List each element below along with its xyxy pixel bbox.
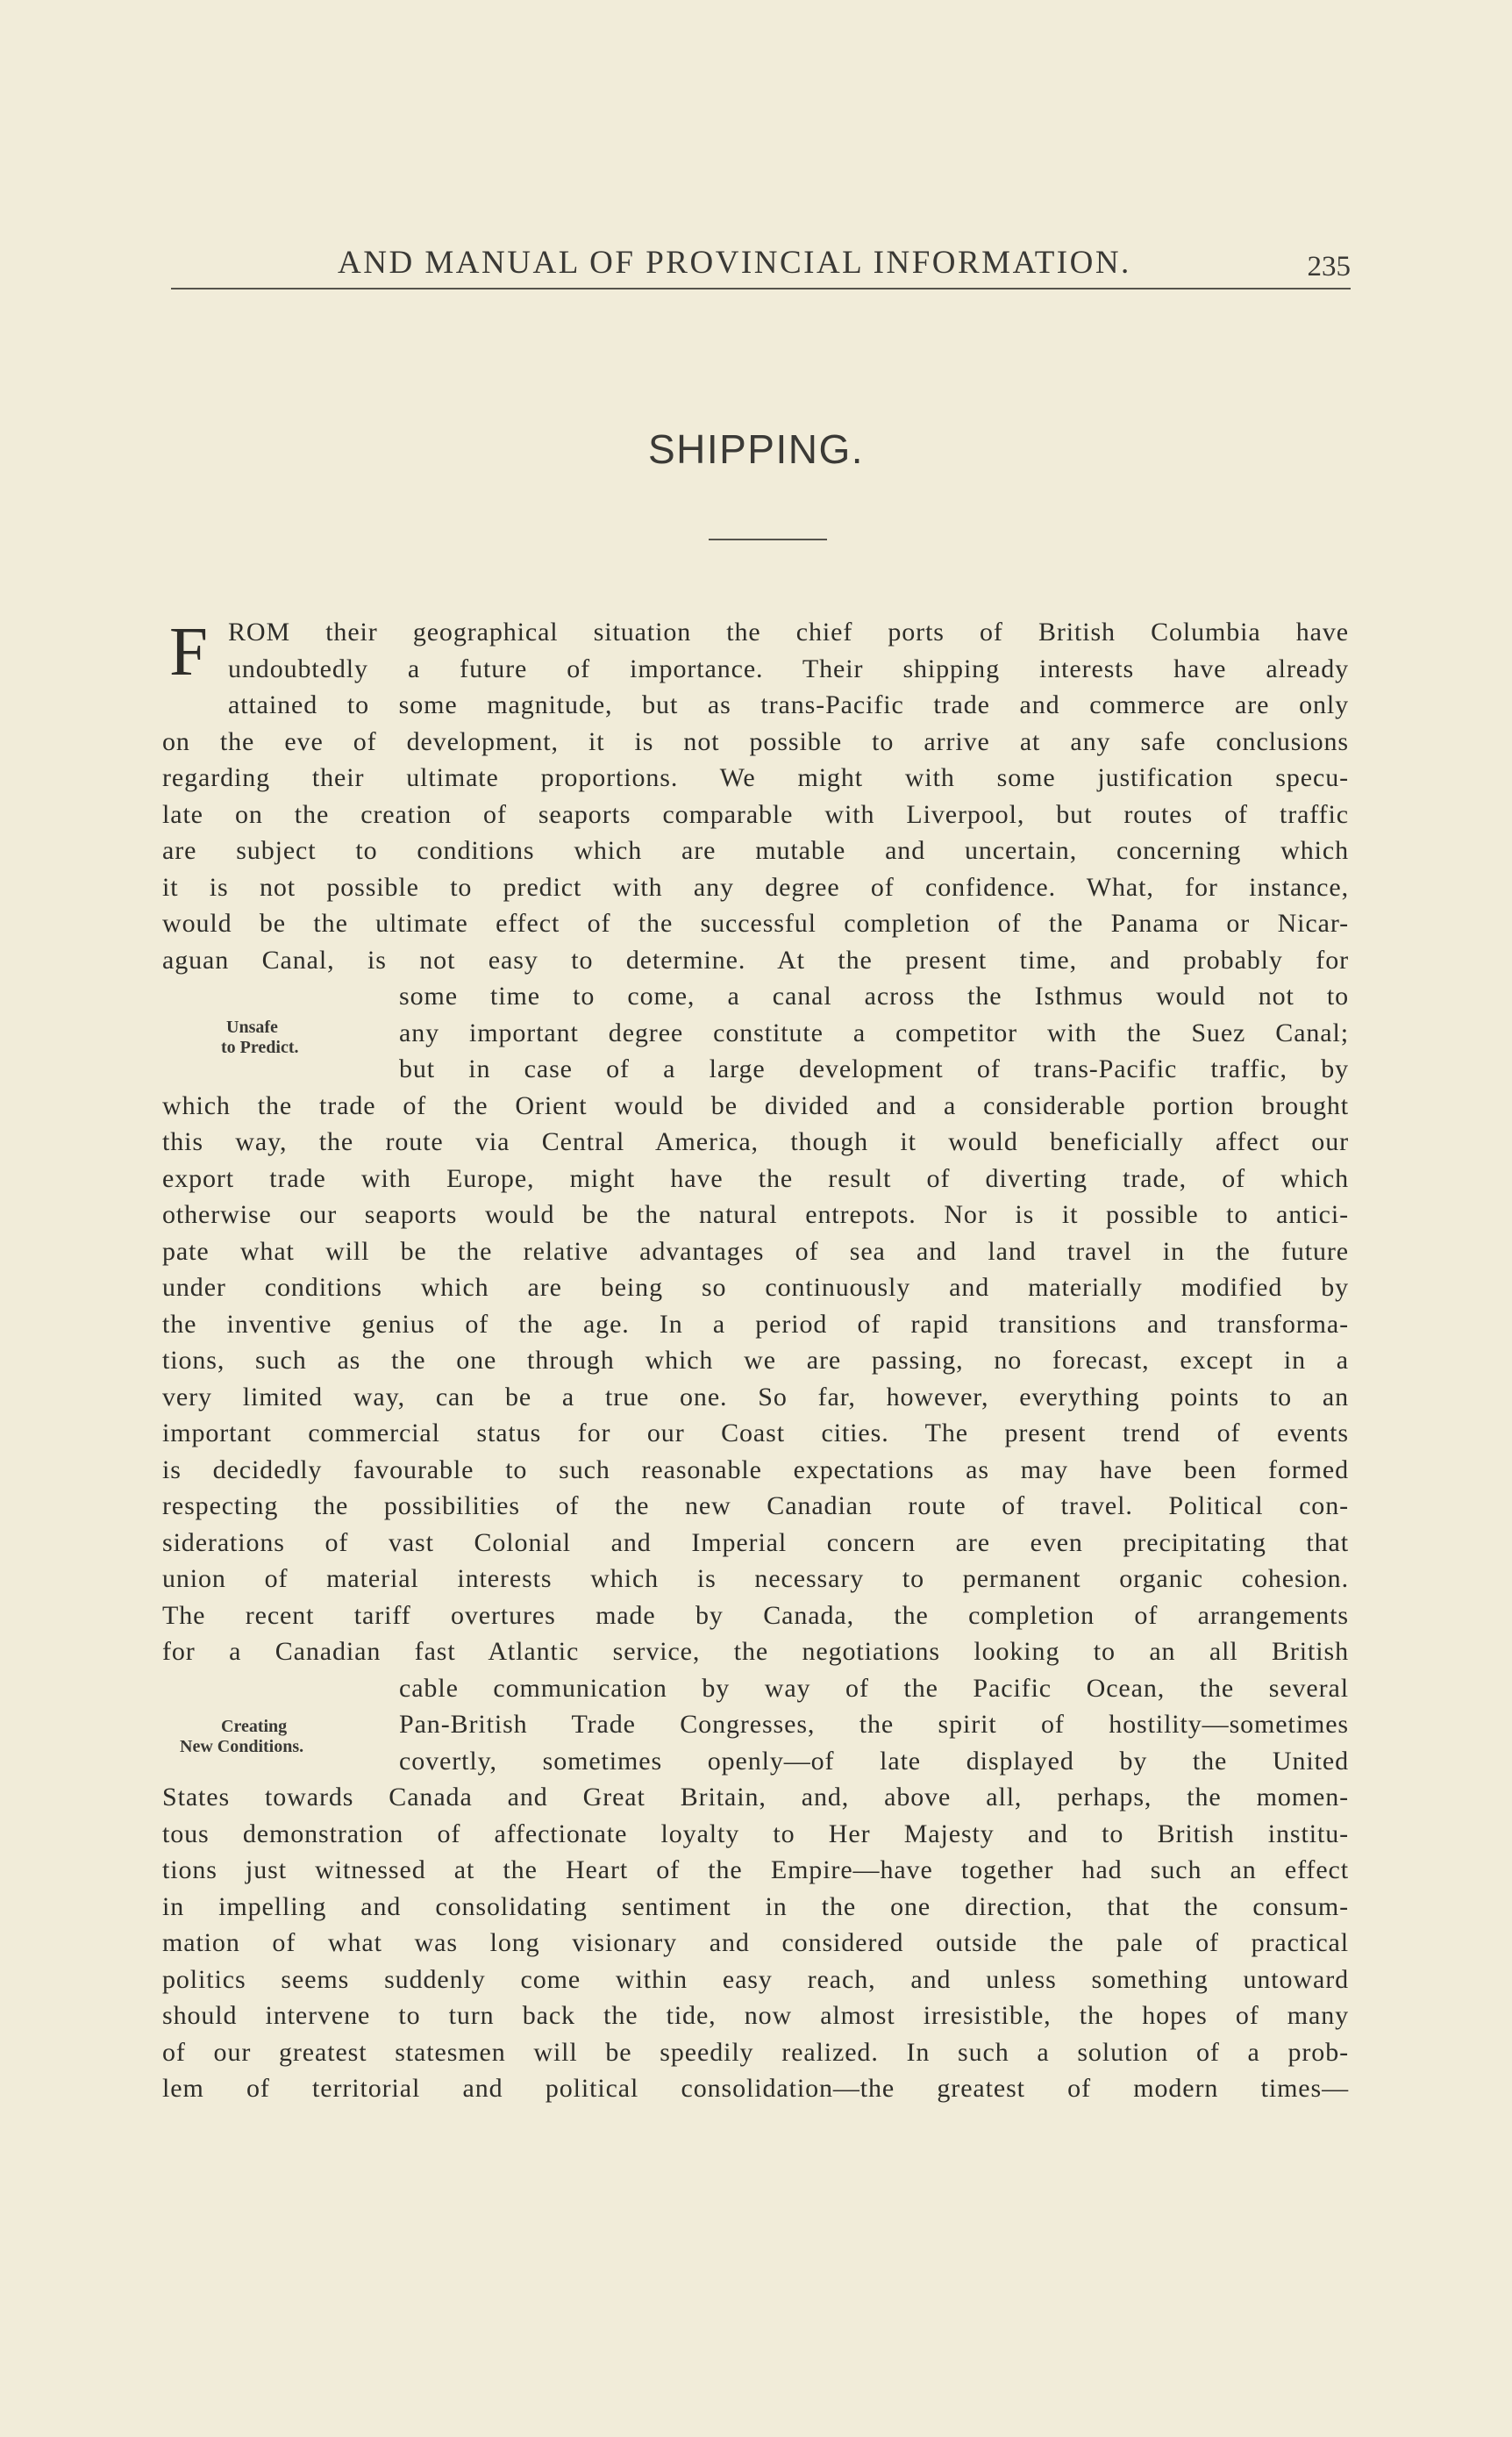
text-line: aguan Canal, is not easy to determine. At the present time, and probably for: [162, 945, 1349, 975]
text-line: export trade with Europe, might have the result of diverting trade, of which: [162, 1163, 1349, 1193]
text-line: are subject to conditions which are mutable and uncertain, concerning which: [162, 836, 1349, 865]
text-line: States towards Canada and Great Britain, and, above all, perhaps, the momen-: [162, 1783, 1349, 1812]
text-line: tous demonstration of affectionate loyalty to Her Majesty and to British institu-: [162, 1819, 1349, 1848]
text-line: on the eve of development, it is not possible to arrive at any safe conclusions: [162, 726, 1349, 756]
text-line: undoubtedly a future of importance. Their shipping interests have already: [228, 654, 1349, 683]
text-line: is decidedly favourable to such reasonable expectations as may have been formed: [162, 1454, 1349, 1484]
title-rule: [709, 539, 827, 540]
text-line: but in case of a large development of trans-Pacific traffic, by: [399, 1054, 1349, 1083]
text-line: late on the creation of seaports comparable with Liverpool, but routes of traffic: [162, 799, 1349, 829]
text-line: The recent tariff overtures made by Canada, the completion of arrangements: [162, 1600, 1349, 1630]
text-line: siderations of vast Colonial and Imperial concern are even precipitating that: [162, 1527, 1349, 1557]
text-line: in impelling and consolidating sentiment in the one direction, that the consum-: [162, 1891, 1349, 1921]
page-header: [171, 239, 1351, 282]
body-paragraph: [162, 614, 1349, 2107]
text-line: some time to come, a canal across the Isthmus would not to: [399, 982, 1349, 1011]
text-line: would be the ultimate effect of the successful completion of the Panama or Nicar-: [162, 909, 1349, 938]
page-number: 235: [1307, 251, 1351, 282]
text-line: covertly, sometimes openly—of late displayed by the United: [399, 1746, 1349, 1776]
text-line: the inventive genius of the age. In a period of rapid transitions and transforma-: [162, 1309, 1349, 1339]
text-line: lem of territorial and political consolidation—the greatest of modern times—: [162, 2074, 1349, 2103]
text-line: very limited way, can be a true one. So far, however, everything points to an: [162, 1382, 1349, 1411]
text-line: politics seems suddenly come within easy reach, and unless something untoward: [162, 1964, 1349, 1994]
text-line: it is not possible to predict with any degree of confidence. What, for instance,: [162, 872, 1349, 902]
text-line: respecting the possibilities of the new Canadian route of travel. Political con-: [162, 1491, 1349, 1520]
text-line: this way, the route via Central America, though it would beneficially affect our: [162, 1127, 1349, 1156]
text-line: under conditions which are being so continuously and materially modified by: [162, 1273, 1349, 1302]
text-line: which the trade of the Orient would be divided and a considerable portion brought: [162, 1090, 1349, 1120]
text-line: should intervene to turn back the tide, now almost irresistible, the hopes of many: [162, 2001, 1349, 2030]
text-line: tions just witnessed at the Heart of the Empire—have together had such an effect: [162, 1855, 1349, 1884]
text-line: important commercial status for our Coast cities. The present trend of events: [162, 1419, 1349, 1447]
text-line: union of material interests which is necessary to permanent organic cohesion.: [162, 1564, 1349, 1593]
text-line: tions, such as the one through which we are passing, no forecast, except in a: [162, 1346, 1349, 1375]
text-line: for a Canadian fast Atlantic service, the negotiations looking to an all British: [162, 1637, 1349, 1666]
margin-note-line: Unsafe: [226, 1018, 278, 1037]
text-line: regarding their ultimate proportions. We might with some justification specu-: [162, 763, 1349, 792]
header-rule: [171, 288, 1351, 289]
text-line: ROM their geographical situation the chief ports of British Columbia have: [228, 618, 1349, 647]
margin-note-line: New Conditions.: [180, 1737, 304, 1756]
margin-note-line: to Predict.: [221, 1038, 299, 1057]
section-title: SHIPPING.: [647, 426, 865, 472]
text-line: otherwise our seaports would be the natural entrepots. Nor is it possible to antici-: [162, 1200, 1349, 1229]
text-line: cable communication by way of the Pacific Ocean, the several: [399, 1673, 1349, 1703]
margin-note-line: Creating: [221, 1717, 288, 1736]
text-line: any important degree constitute a competitor with the Suez Canal;: [399, 1018, 1349, 1047]
drop-cap: F: [169, 614, 208, 690]
text-line: of our greatest statesmen will be speedily realized. In such a solution of a prob-: [162, 2037, 1349, 2067]
text-line: Pan-British Trade Congresses, the spirit of hostility—sometimes: [399, 1710, 1349, 1739]
text-line: pate what will be the relative advantages of sea and land travel in the future: [162, 1236, 1349, 1266]
text-line: attained to some magnitude, but as trans-Pacific trade and commerce are only: [228, 690, 1349, 719]
text-line: mation of what was long visionary and considered outside the pale of practical: [162, 1928, 1349, 1957]
running-head: AND MANUAL OF PROVINCIAL INFORMATION.: [338, 245, 1131, 281]
